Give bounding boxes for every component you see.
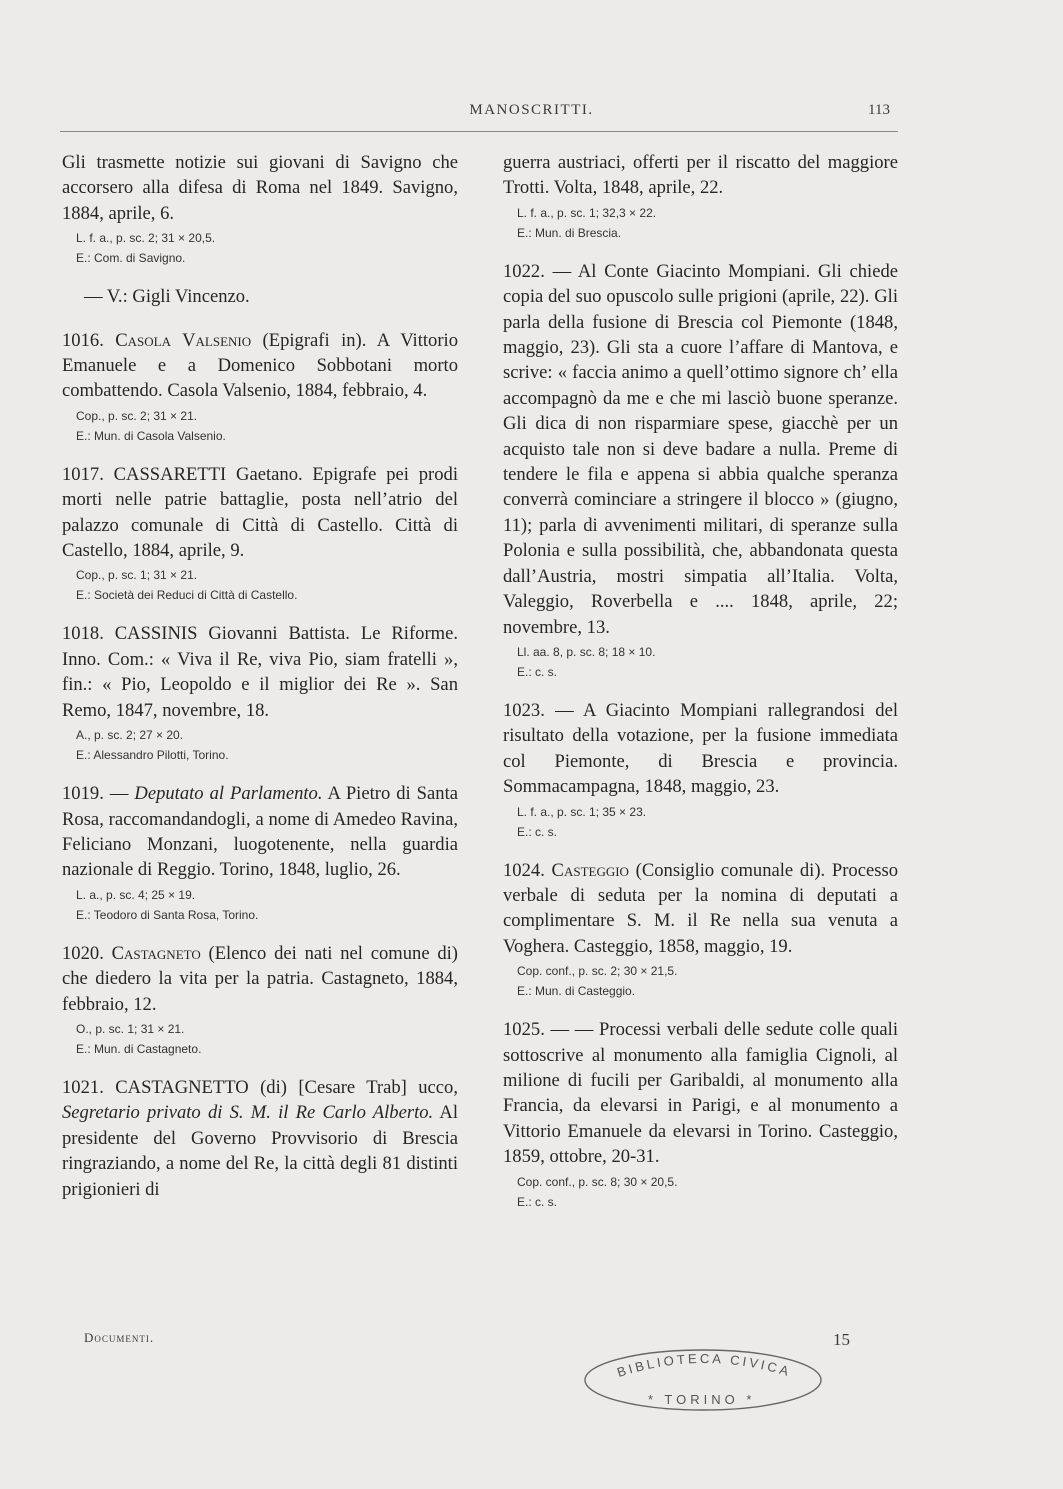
entry-text: 1016. Casola Valsenio (Epigrafi in). A Vittorio Emanuele e a Domenico Sobbotani morto combattendo. Casola Valsenio, 1884, febbraio, 4. — [62, 329, 459, 402]
entry-source: E.: c. s. — [517, 824, 558, 839]
entry-1021 — [62, 1075, 458, 1202]
entry-1016 — [62, 328, 458, 444]
entry-text: 1021. CASTAGNETTO (di) [Cesare Trab] ucco, Segretario privato di S. M. il Re Carlo Alberto. Al presidente del Governo Provvisorio di Brescia ringraziando, a nome del Re, la città degli 81 distinti prigionieri di — [62, 1076, 458, 1200]
entry-text: 1023. — A Giacinto Mompiani rallegrandosi del risultato della votazione, per la fusione immediata col Piemonte, di Brescia e provincia. Sommacampagna, 1848, maggio, 23. — [503, 699, 898, 798]
entry-source: E.: Società dei Reduci di Città di Castello. — [76, 588, 298, 603]
entry-meta: L. f. a., p. sc. 1; 35 × 23. — [517, 804, 647, 819]
entry-source: E.: Teodoro di Santa Rosa, Torino. — [76, 907, 259, 922]
entry-text: — V.: Gigli Vincenzo. — [84, 286, 250, 308]
entry-text: Gli trasmette notizie sui giovani di Savigno che accorsero alla difesa di Roma nel 1849. Savigno, 1884, aprile, 6. — [62, 152, 458, 224]
entry-source: E.: Mun. di Casola Valsenio. — [76, 428, 226, 443]
entry-1017 — [62, 462, 458, 604]
page-number: 113 — [868, 102, 890, 118]
entry-meta: Cop. conf., p. sc. 2; 30 × 21,5. — [517, 964, 678, 979]
entry — [62, 150, 458, 266]
entry-meta: A., p. sc. 2; 27 × 20. — [76, 728, 184, 743]
entry-1018 — [62, 621, 458, 763]
entry-text: 1018. CASSINIS Giovanni Battista. Le Riforme. Inno. Com.: « Viva il Re, viva Pio, siam fratelli », fin.: « Pio, Leopoldo e il miglior dei Re ». San Remo, 1847, novembre, 18. — [62, 623, 458, 721]
right-column — [503, 150, 898, 1228]
entry-1025 — [503, 1017, 898, 1209]
entry-meta: O., p. sc. 1; 31 × 21. — [76, 1021, 185, 1036]
entry-source: E.: Mun. di Brescia. — [517, 225, 622, 240]
entry-meta: L. f. a., p. sc. 1; 32,3 × 22. — [517, 205, 657, 220]
sheet-number: 15 — [833, 1330, 850, 1349]
library-stamp — [578, 1338, 828, 1418]
entry-text: 1019. — Deputato al Parlamento. A Pietro di Santa Rosa, raccomandandogli, a nome di Amedeo Ravina, Feliciano Monzani, luogotenente, nella guardia nazionale di Reggio. Torino, 1848, luglio, 26. — [62, 783, 458, 881]
entry-source: E.: c. s. — [517, 1194, 558, 1209]
entry-meta: Cop. conf., p. sc. 8; 30 × 20,5. — [517, 1174, 678, 1189]
signature-mark: Documenti. — [84, 1330, 155, 1345]
entry-source: E.: Mun. di Casteggio. — [517, 984, 636, 999]
header-rule — [60, 131, 898, 132]
left-column — [62, 150, 458, 1220]
entry — [503, 150, 898, 241]
entry-1020 — [62, 941, 458, 1057]
entry-meta: Ll. aa. 8, p. sc. 8; 18 × 10. — [517, 644, 656, 659]
entry-source: E.: c. s. — [517, 664, 558, 679]
entry-source: E.: Alessandro Pilotti, Torino. — [76, 748, 229, 763]
running-header: MANOSCRITTI. — [469, 102, 594, 118]
entry-text: 1020. Castagneto (Elenco dei nati nel comune di) che diedero la vita per la patria. Castagneto, 1884, febbraio, 12. — [62, 942, 458, 1015]
entry-meta: Cop., p. sc. 2; 31 × 21. — [76, 408, 198, 423]
entry-meta: L. a., p. sc. 4; 25 × 19. — [76, 887, 196, 902]
stamp-line2: * TORINO * — [648, 1392, 756, 1407]
entry-text: 1022. — Al Conte Giacinto Mompiani. Gli chiede copia del suo opuscolo sulle prigioni (aprile, 22). Gli parla della fusione di Brescia col Piemonte (1848, maggio, 23). Gli sta a cuore l’affare di Mantova, e scrive: « faccia animo a quell’ottimo signore ch’ ella accompagnò da me e che mi lasciò buone speranze. Gli dica di non risparmiare spese, giacchè per un acquisto tale non si deve badare a nulla. Preme di tendere le fila e appena si abbia qualche speranza converrà cominciare a stringere il blocco » (giugno, 11); parla di avvenimenti militari, di speranze sulla Polonia e sulla possibilità, che, abbandonata questa dall’Austria, mostri simpatia all’Italia. Volta, Valeggio, Roverbella e .... 1848, aprile, 22; novembre, 13. — [503, 260, 898, 638]
entry-text: guerra austriaci, offerti per il riscatto del maggiore Trotti. Volta, 1848, aprile, 22. — [503, 152, 898, 199]
entry-1022 — [503, 259, 898, 680]
entry-text: 1025. — — Processi verbali delle sedute colle quali sottoscrive al monumento alla famiglia Cignoli, al milione di fucili per Garibaldi, al monumento alla Francia, da elevarsi in Parigi, e al monumento a Vittorio Emanuele da elevarsi in Torino. Casteggio, 1859, ottobre, 20-31. — [503, 1019, 898, 1168]
entry-source: E.: Com. di Savigno. — [76, 251, 186, 266]
entry-1024 — [503, 858, 898, 1000]
entry-meta: L. f. a., p. sc. 2; 31 × 20,5. — [76, 231, 216, 246]
entry-1023 — [503, 698, 898, 840]
entry-1019 — [62, 781, 458, 923]
stamp-line1: BIBLIOTECA CIVICA — [615, 1350, 794, 1380]
entry-meta: Cop., p. sc. 1; 31 × 21. — [76, 568, 198, 583]
entry-source: E.: Mun. di Castagneto. — [76, 1041, 202, 1056]
entry-text: 1024. Casteggio (Consiglio comunale di). Processo verbale di seduta per la nomina di deputati a complimentare S. M. il Re nella sua venuta a Voghera. Casteggio, 1858, maggio, 19. — [503, 859, 898, 957]
entry — [62, 284, 458, 309]
entry-text: 1017. CASSARETTI Gaetano. Epigrafe pei prodi morti nelle patrie battaglie, posta nell’atrio del palazzo comunale di Città di Castello. Città di Castello, 1884, aprile, 9. — [62, 463, 458, 562]
